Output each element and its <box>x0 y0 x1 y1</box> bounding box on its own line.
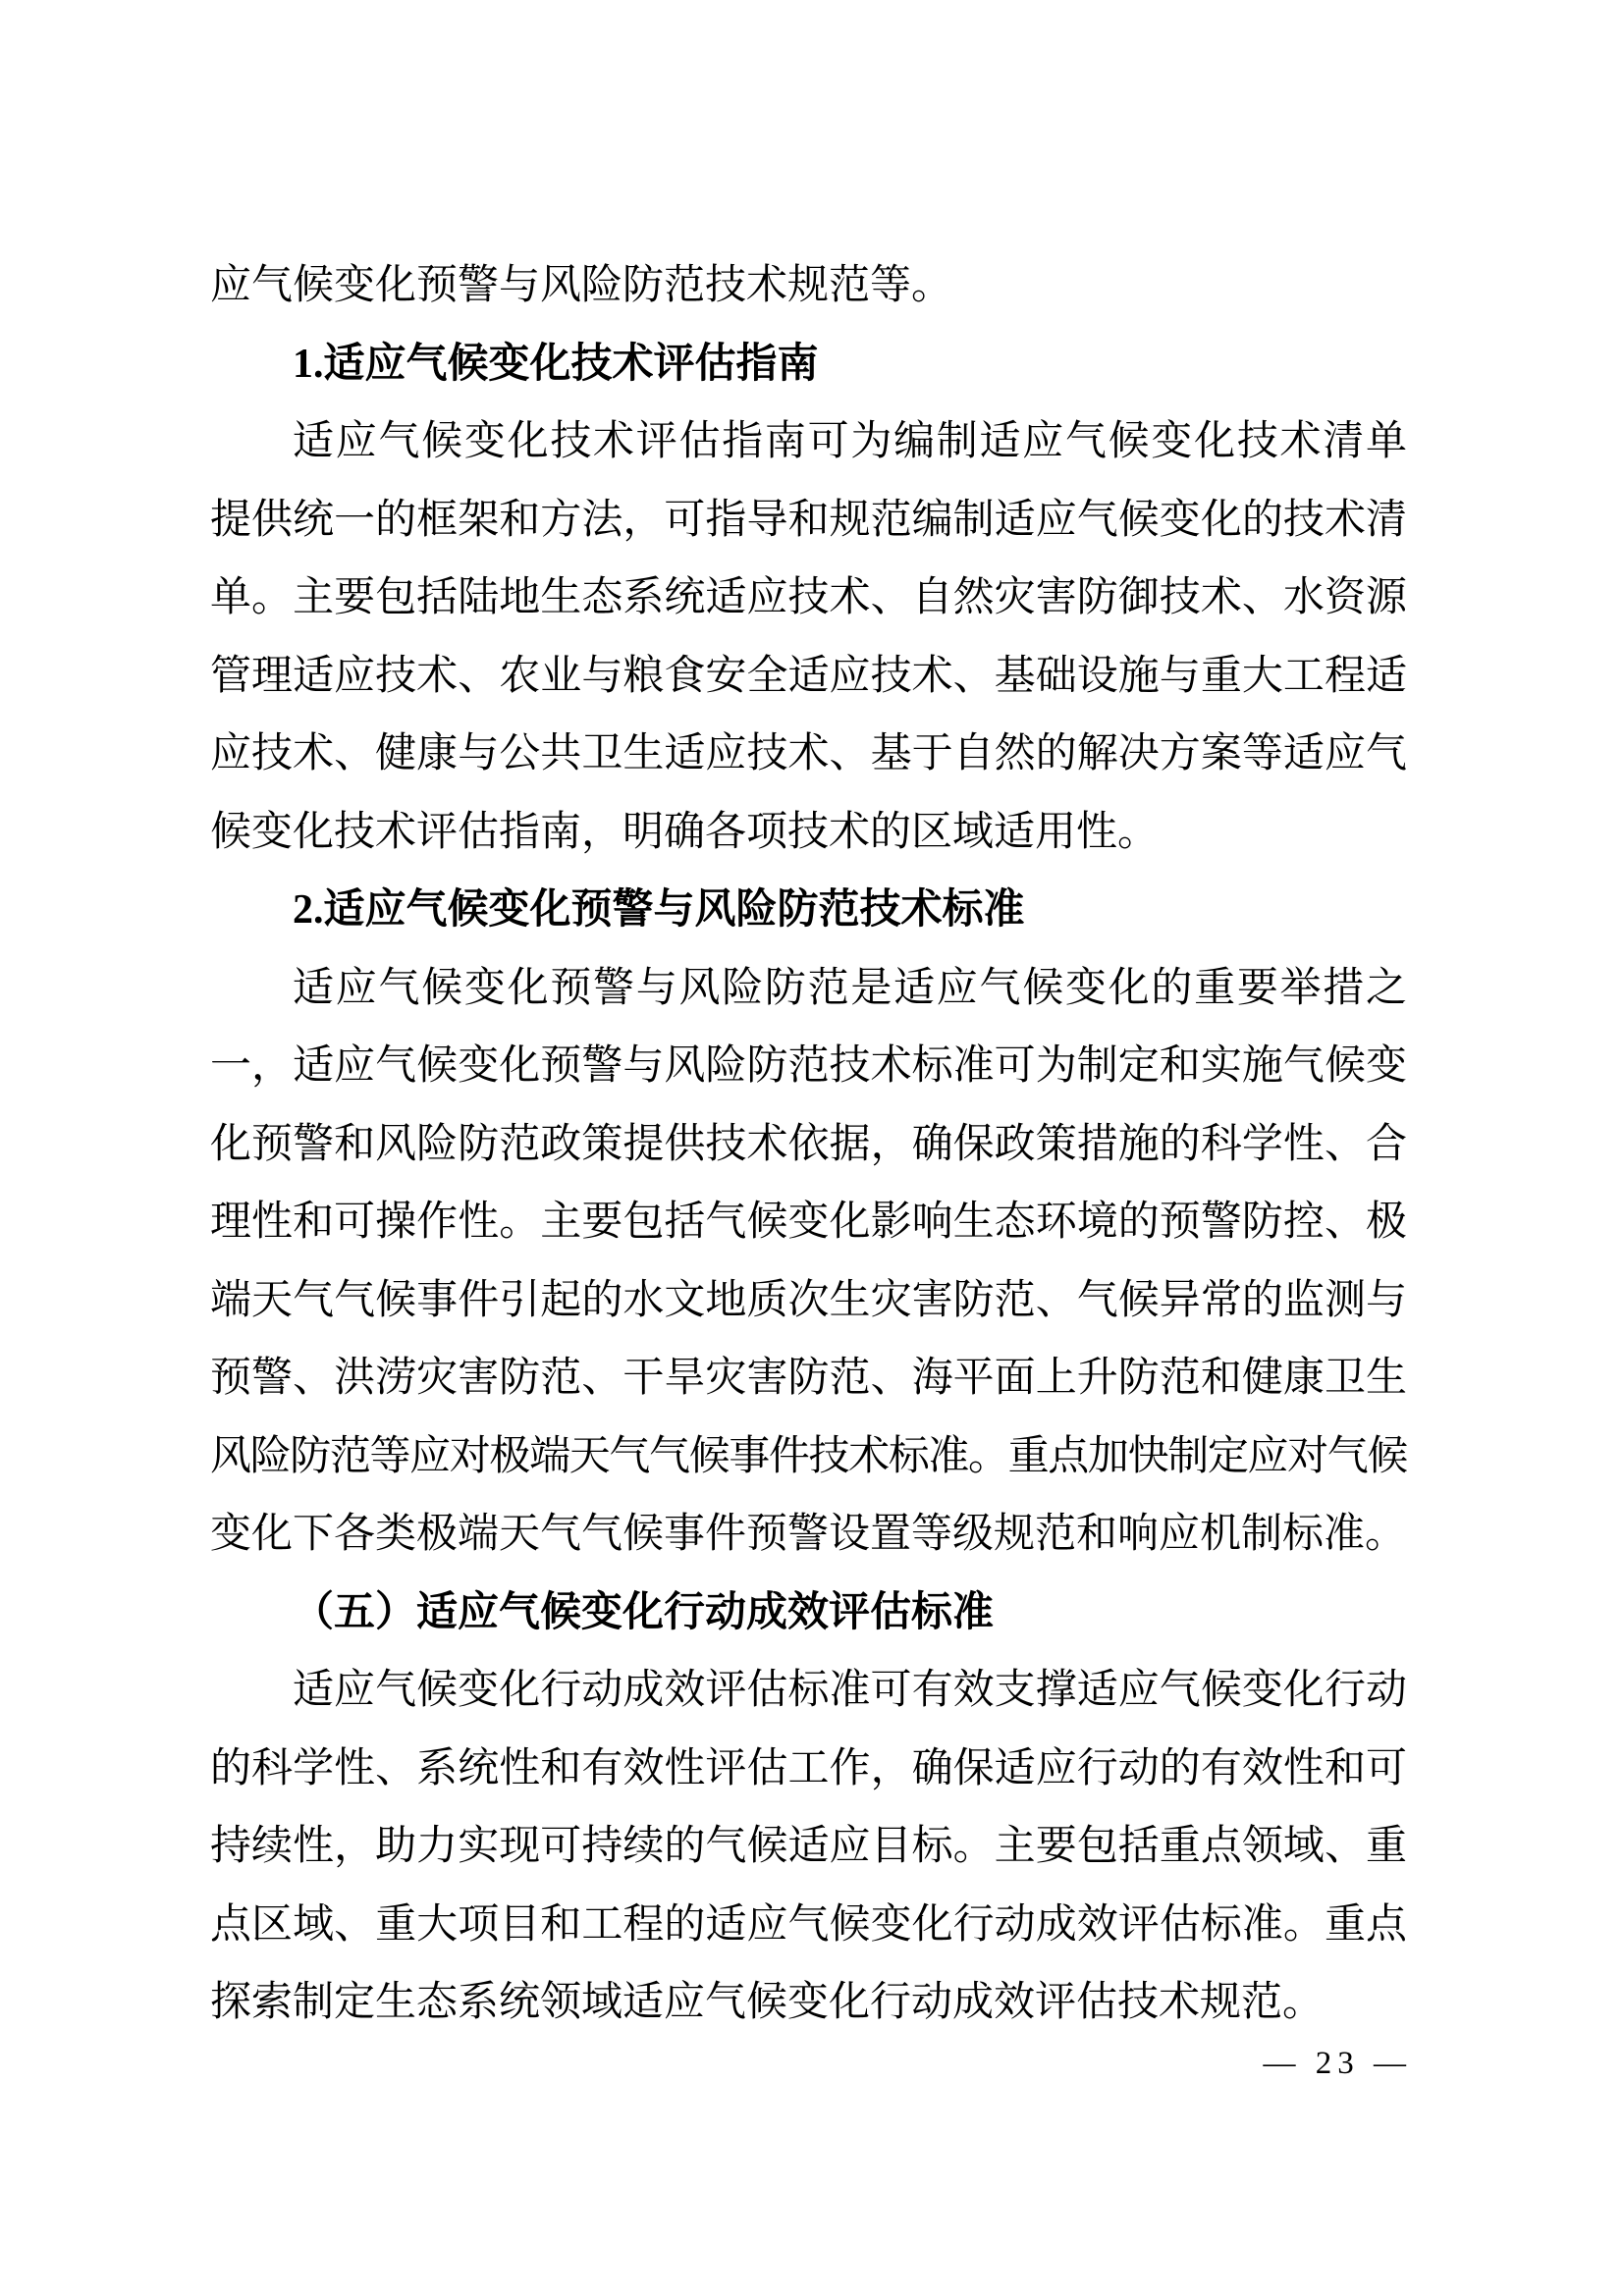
text-line: 应技术、健康与公共卫生适应技术、基于自然的解决方案等适应气 <box>210 731 1407 776</box>
text-line: 提供统一的框架和方法，可指导和规范编制适应气候变化的技术清 <box>210 497 1407 543</box>
text-line: 探索制定生态系统领域适应气候变化行动成效评估技术规范。 <box>210 1980 1325 2025</box>
text-line: 变化下各类极端天气气候事件预警设置等级规范和响应机制标准。 <box>210 1512 1407 1557</box>
text-line: 理性和可操作性。主要包括气候变化影响生态环境的预警防控、极 <box>210 1200 1407 1245</box>
text-line: 的科学性、系统性和有效性评估工作，确保适应行动的有效性和可 <box>210 1745 1407 1791</box>
text-line: 适应气候变化行动成效评估标准可有效支撑适应气候变化行动 <box>293 1668 1407 1713</box>
text-line: 一，适应气候变化预警与风险防范技术标准可为制定和实施气候变 <box>210 1043 1407 1089</box>
text-line: 风险防范等应对极端天气气候事件技术标准。重点加快制定应对气候 <box>210 1433 1408 1479</box>
document-body <box>210 247 1407 2043</box>
text-line: 点区域、重大项目和工程的适应气候变化行动成效评估标准。重点 <box>210 1901 1407 1948</box>
text-line: 应气候变化预警与风险防范技术规范等。 <box>210 263 953 308</box>
text-line: 预警、洪涝灾害防范、干旱灾害防范、海平面上升防范和健康卫生 <box>210 1356 1407 1401</box>
text-line: 化预警和风险防范政策提供技术依据，确保政策措施的科学性、合 <box>210 1121 1407 1167</box>
text-line: 适应气候变化预警与风险防范是适应气候变化的重要举措之 <box>293 965 1407 1011</box>
text-line: 端天气气候事件引起的水文地质次生灾害防范、气候异常的监测与 <box>210 1277 1407 1323</box>
page-number: — 23 — <box>1263 2046 1412 2081</box>
text-line: 单。主要包括陆地生态系统适应技术、自然灾害防御技术、水资源 <box>210 575 1407 620</box>
heading-line: 2.适应气候变化预警与风险防范技术标准 <box>293 887 1025 933</box>
heading-line: （五）适应气候变化行动成效评估标准 <box>293 1589 995 1635</box>
text-line: 候变化技术评估指南，明确各项技术的区域适用性。 <box>210 809 1160 855</box>
text-line: 持续性，助力实现可持续的气候适应目标。主要包括重点领域、重 <box>210 1824 1407 1869</box>
text-line: 适应气候变化技术评估指南可为编制适应气候变化技术清单 <box>293 419 1407 464</box>
heading-line: 1.适应气候变化技术评估指南 <box>293 341 819 387</box>
text-line: 管理适应技术、农业与粮食安全适应技术、基础设施与重大工程适 <box>210 653 1407 699</box>
